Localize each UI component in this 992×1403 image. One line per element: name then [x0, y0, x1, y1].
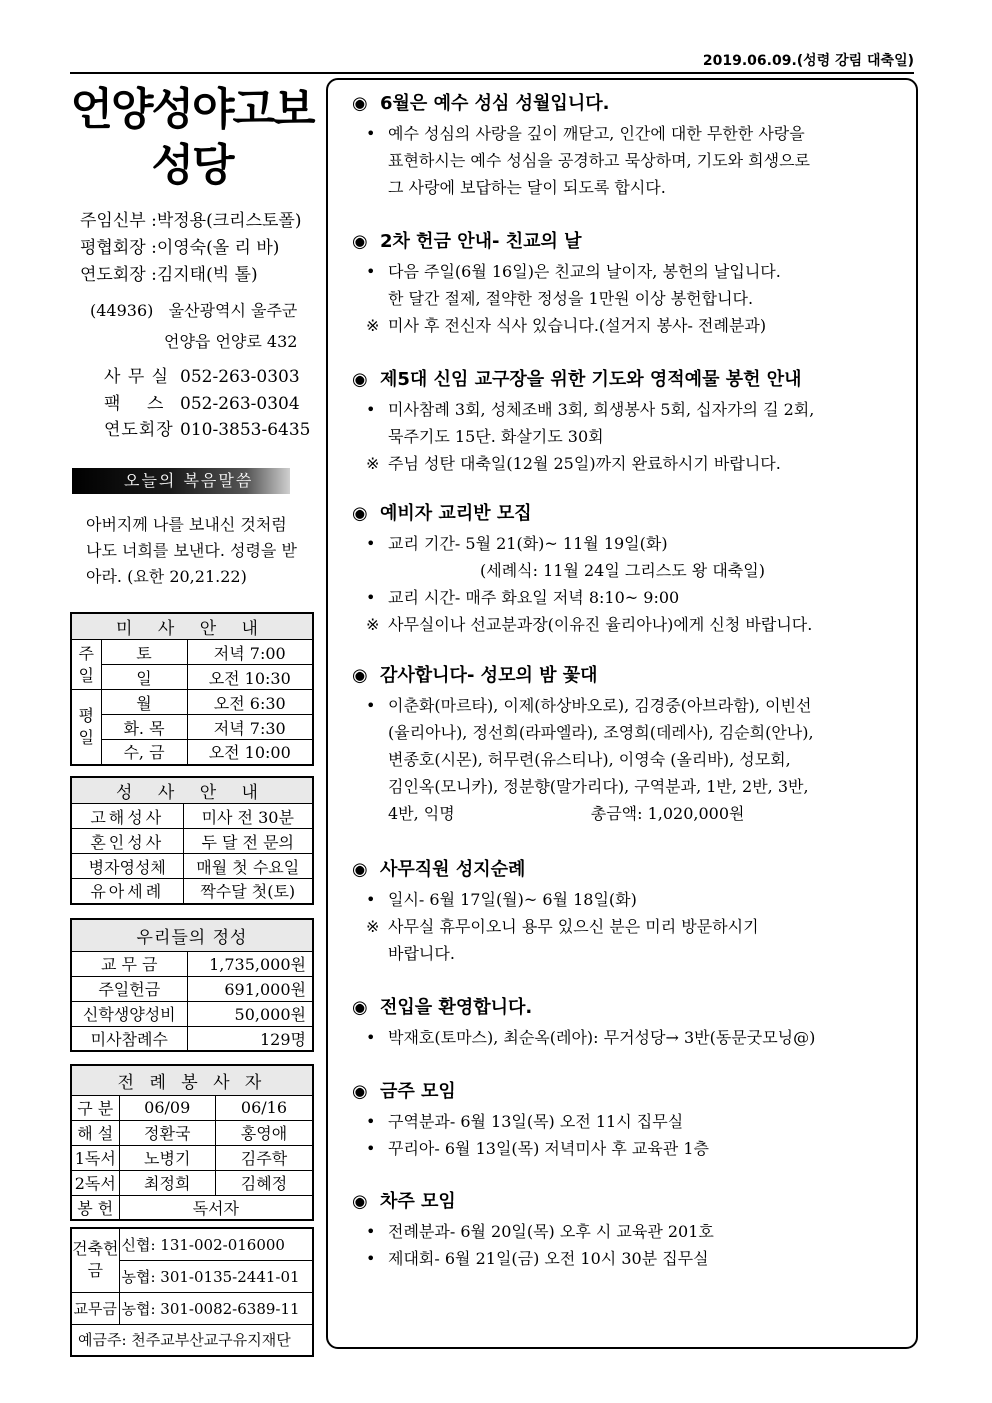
account-number: 농협: 301-0082-6389-11: [119, 1292, 313, 1324]
bullet-icon: •: [366, 696, 376, 715]
notice-line: 묵주기도 15단. 화살기도 30회: [388, 427, 604, 446]
notice-line: 변종호(시몬), 허무련(유스티나), 이영숙 (올리바), 성모회,: [388, 750, 791, 769]
mass-group-label: 주일: [71, 640, 101, 690]
staff-row: 주임신부 :박정용(크리스토폴): [80, 211, 302, 231]
liturgy-person: 최정희: [119, 1170, 215, 1195]
notice-line: • 교리 기간- 5월 21(화)~ 11월 19일(화): [352, 530, 912, 557]
notice-line: • 제대회- 6월 21일(금) 오전 10시 30분 집무실: [352, 1245, 912, 1272]
liturgy-person: 정환국: [119, 1120, 215, 1145]
notice-line: 표현하시는 예수 성심을 공경하고 묵상하며, 기도와 희생으로: [388, 151, 811, 170]
notice-title: ◉ 감사합니다- 성모의 밤 꽃대: [352, 665, 598, 686]
notice-section: [352, 502, 912, 638]
parish-title-line-1: 언양성야고보: [70, 84, 314, 135]
notice-section: [352, 1080, 912, 1162]
phone-row: 연도회장 010-3853-6435: [104, 420, 311, 440]
notice-line: • 일시- 6월 17일(월)~ 6월 18일(화): [352, 886, 912, 913]
bullet-icon: •: [366, 262, 376, 281]
notice-section: [352, 664, 912, 827]
notice-line: ※ 사무실 휴무이오니 용무 있으신 분은 미리 방문하시기: [352, 913, 912, 940]
section-bullet-icon: ◉: [352, 665, 368, 686]
bullet-icon: •: [366, 890, 376, 909]
sacrament-name: 병자영성체: [71, 854, 183, 879]
liturgy-role: 봉 헌: [71, 1195, 119, 1220]
notice-line: • 교리 시간- 매주 화요일 저녁 8:10~ 9:00: [352, 584, 912, 611]
mass-schedule-table: [70, 612, 314, 766]
notice-section: [352, 368, 912, 477]
mass-time: 저녁 7:30: [187, 715, 313, 740]
header-divider: [70, 72, 914, 74]
account-number: 농협: 301-0135-2441-01: [119, 1260, 313, 1292]
note-mark-icon: ※: [366, 917, 380, 936]
section-bullet-icon: ◉: [352, 369, 368, 390]
offerings-heading: 우리들의 정성: [71, 919, 313, 951]
sacrament-info: 매월 첫 수요일: [183, 854, 313, 879]
parish-title-line-2: 성당: [151, 140, 233, 191]
notice-line: • 미사참례 3회, 성체조배 3회, 희생봉사 5회, 십자가의 길 2회,: [352, 396, 912, 423]
sacraments-heading: 성 사 안 내: [71, 777, 313, 804]
offering-name: 신학생양성비: [71, 1001, 187, 1026]
sacraments-table: [70, 776, 314, 905]
mass-day: 월: [101, 690, 187, 715]
liturgy-person: 김주학: [215, 1145, 313, 1170]
notice-line: 4반, 익명 총금액: 1,020,000원: [352, 800, 912, 827]
bullet-icon: •: [366, 124, 376, 143]
bullet-icon: •: [366, 1028, 376, 1047]
address-line-2: 언양읍 언양로 432: [164, 332, 298, 351]
staff-row: 연도회장 :김지태(빅 톨): [80, 265, 258, 285]
bullet-icon: •: [366, 1139, 376, 1158]
notice-section: [352, 92, 912, 201]
bullet-icon: •: [366, 400, 376, 419]
mass-day: 수, 금: [101, 740, 187, 765]
donation-total: 총금액: 1,020,000원: [590, 804, 745, 823]
offering-name: 교 무 금: [71, 951, 187, 976]
notice-line: ※ 사무실이나 선교분과장(이유진 율리아나)에게 신청 바랍니다.: [352, 611, 912, 638]
bullet-icon: •: [366, 1222, 376, 1241]
notice-section: [352, 230, 912, 339]
gospel-text: 아버지께 나를 보내신 것처럼 나도 너희를 보낸다. 성령을 받아라. (요한 20,21.22): [86, 515, 297, 586]
offering-amount: 50,000원: [187, 1001, 313, 1026]
sacrament-name: 고해성사: [71, 804, 183, 829]
liturgy-person: 홍영애: [215, 1120, 313, 1145]
notice-title: ◉ 제5대 신임 교구장을 위한 기도와 영적예물 봉헌 안내: [352, 369, 802, 390]
notice-line: ※ 주님 성탄 대축일(12월 25일)까지 완료하시기 바랍니다.: [352, 450, 912, 477]
liturgy-role: 1독서: [71, 1145, 119, 1170]
sacrament-name: 혼인성사: [71, 829, 183, 854]
notice-line: • 구역분과- 6월 13일(목) 오전 11시 집무실: [352, 1108, 912, 1135]
gospel-heading: 오늘의 복음말씀: [72, 468, 290, 494]
liturgy-person: 독서자: [119, 1195, 313, 1220]
mass-time: 오전 10:30: [187, 665, 313, 690]
section-bullet-icon: ◉: [352, 1191, 368, 1212]
offering-amount: 1,735,000원: [187, 951, 313, 976]
sacrament-info: 짝수달 첫(토): [183, 879, 313, 904]
notice-section: [352, 1190, 912, 1272]
parish-title: [70, 82, 314, 194]
phone-row: 팩 스 052-263-0304: [104, 393, 300, 414]
phone-row: 사 무 실 052-263-0303: [104, 367, 300, 387]
mass-group-label: 평일: [71, 690, 101, 765]
bullet-icon: •: [366, 1112, 376, 1131]
notice-line: • 다음 주일(6월 16일)은 친교의 날이자, 봉헌의 날입니다.: [352, 258, 912, 285]
section-bullet-icon: ◉: [352, 93, 368, 114]
staff-row: 평협회장 :이영숙(올 리 바): [80, 238, 280, 258]
notice-line: (율리아나), 정선희(라파엘라), 조영희(데레사), 김순희(안나),: [388, 723, 814, 742]
sacrament-info: 미사 전 30분: [183, 804, 313, 829]
offering-amount: 129명: [187, 1026, 313, 1051]
notice-line: 한 달간 절제, 절약한 정성을 1만원 이상 봉헌합니다.: [388, 289, 754, 308]
dues-label: 교무금: [71, 1292, 119, 1324]
bullet-icon: •: [366, 534, 376, 553]
mass-time: 저녁 7:00: [187, 640, 313, 665]
account-number: 신협: 131-002-016000: [119, 1228, 313, 1260]
notice-line: ※ 미사 후 전신자 식사 있습니다.(설거지 봉사- 전례분과): [352, 312, 912, 339]
note-mark-icon: ※: [366, 615, 380, 634]
offering-name: 주일헌금: [71, 976, 187, 1001]
section-bullet-icon: ◉: [352, 503, 368, 524]
notice-line: • 꾸리아- 6월 13일(목) 저녁미사 후 교육관 1층: [352, 1135, 912, 1162]
section-bullet-icon: ◉: [352, 859, 368, 880]
mass-table-heading: 미 사 안 내: [71, 613, 313, 640]
notice-section: [352, 858, 912, 967]
bulletin-date: 2019.06.09.(성령 강림 대축일): [702, 53, 914, 69]
liturgy-role: 구 분: [71, 1095, 119, 1120]
liturgy-role: 해 설: [71, 1120, 119, 1145]
notice-line: (세례식: 11월 24일 그리스도 왕 대축일): [480, 561, 765, 580]
liturgy-servers-table: [70, 1064, 314, 1221]
notice-section: [352, 996, 912, 1051]
notice-title: ◉ 금주 모임: [352, 1081, 456, 1102]
bank-accounts-table: [70, 1227, 314, 1357]
building-fund-label: 건축헌금: [71, 1228, 119, 1292]
parish-address: [90, 295, 310, 357]
account-holder: 예금주: 천주교부산교구유지재단: [71, 1324, 313, 1356]
notice-title: ◉ 전입을 환영합니다.: [352, 997, 533, 1018]
mass-day: 일: [101, 665, 187, 690]
liturgy-person: 노병기: [119, 1145, 215, 1170]
offering-amount: 691,000원: [187, 976, 313, 1001]
sacrament-info: 두 달 전 문의: [183, 829, 313, 854]
section-bullet-icon: ◉: [352, 231, 368, 252]
notice-line: • 전례분과- 6월 20일(목) 오후 시 교육관 201호: [352, 1218, 912, 1245]
bullet-icon: •: [366, 588, 376, 607]
mass-time: 오전 6:30: [187, 690, 313, 715]
notice-line: • 박재호(토마스), 최순옥(레아): 무거성당→ 3반(동문굿모닝@): [352, 1024, 912, 1051]
phone-list: [104, 364, 310, 444]
notice-line: 바랍니다.: [388, 944, 455, 963]
section-bullet-icon: ◉: [352, 1081, 368, 1102]
sacrament-name: 유아세례: [71, 879, 183, 904]
notice-title: ◉ 2차 헌금 안내- 친교의 날: [352, 231, 582, 252]
notice-line: 김인옥(모니카), 정분향(말가리다), 구역분과, 1반, 2반, 3반,: [388, 777, 809, 796]
bullet-icon: •: [366, 1249, 376, 1268]
liturgy-heading: 전 례 봉 사 자: [71, 1065, 313, 1095]
mass-day: 토: [101, 640, 187, 665]
offering-name: 미사참례수: [71, 1026, 187, 1051]
mass-time: 오전 10:00: [187, 740, 313, 765]
notice-line: • 예수 성심의 사랑을 깊이 깨닫고, 인간에 대한 무한한 사랑을: [352, 120, 912, 147]
liturgy-date: 06/09: [119, 1095, 215, 1120]
notice-title: ◉ 차주 모임: [352, 1191, 456, 1212]
staff-list: [80, 208, 301, 289]
mass-day: 화. 목: [101, 715, 187, 740]
notice-line: • 이춘화(마르타), 이제(하상바오로), 김경중(아브라함), 이빈선: [352, 692, 912, 719]
liturgy-date: 06/16: [215, 1095, 313, 1120]
offerings-table: [70, 918, 314, 1052]
note-mark-icon: ※: [366, 316, 380, 335]
liturgy-person: 김혜정: [215, 1170, 313, 1195]
section-bullet-icon: ◉: [352, 997, 368, 1018]
notice-title: ◉ 6월은 예수 성심 성월입니다.: [352, 93, 610, 114]
liturgy-role: 2독서: [71, 1170, 119, 1195]
notice-line: 그 사랑에 보답하는 달이 되도록 합시다.: [388, 178, 666, 197]
note-mark-icon: ※: [366, 454, 380, 473]
notice-title: ◉ 사무직원 성지순례: [352, 859, 526, 880]
address-line-1: (44936) 울산광역시 울주군: [90, 301, 298, 320]
notice-title: ◉ 예비자 교리반 모집: [352, 503, 532, 524]
